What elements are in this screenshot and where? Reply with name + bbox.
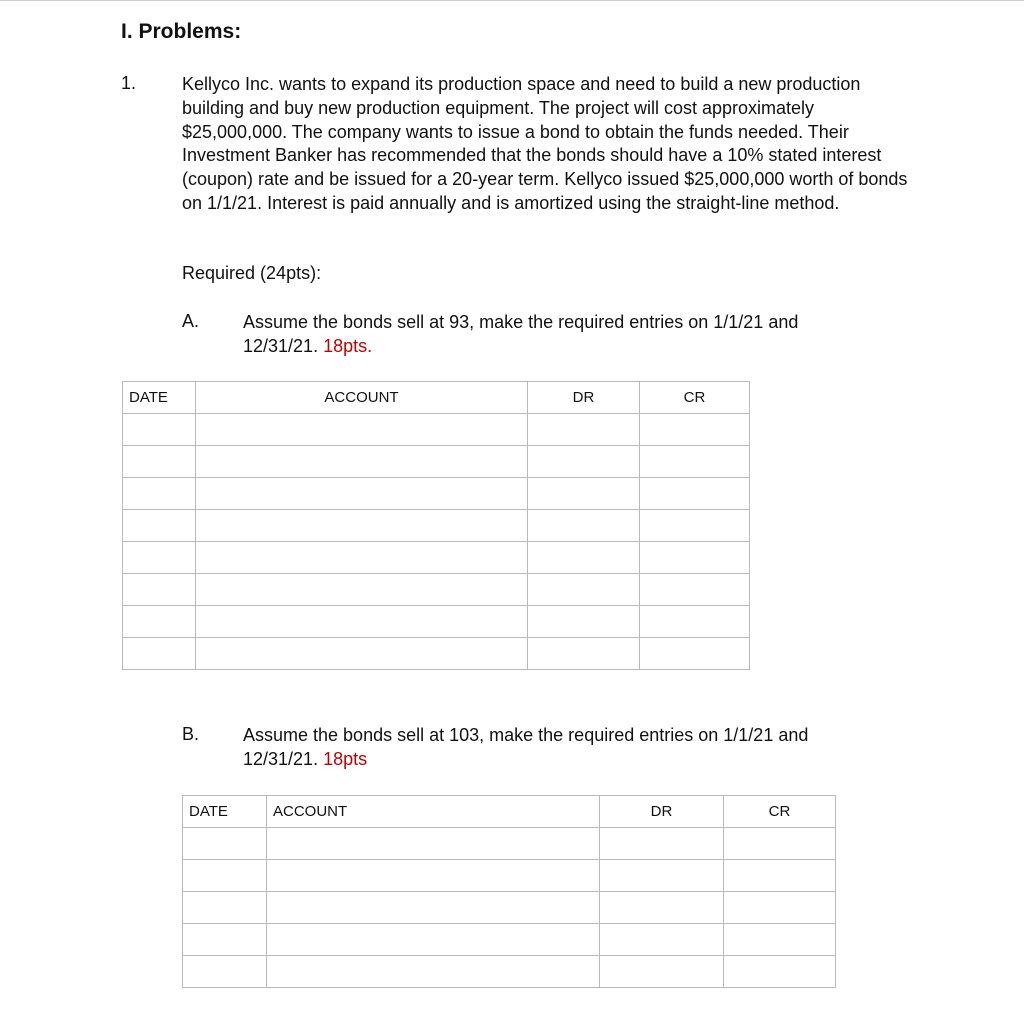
col-header-cr: CR <box>640 382 750 414</box>
part-a-points: 18pts. <box>323 335 373 356</box>
table-header-row <box>183 796 836 828</box>
dr-cell[interactable] <box>600 924 724 956</box>
part-a-text <box>243 311 843 359</box>
date-cell[interactable] <box>183 892 267 924</box>
part-a-instruction: Assume the bonds sell at 93, make the required entries on 1/1/21 and 12/31/21. <box>243 312 799 356</box>
cr-cell[interactable] <box>640 414 750 446</box>
date-cell[interactable] <box>183 956 267 988</box>
problem-number: 1. <box>121 73 137 93</box>
journal-table-b <box>182 795 836 988</box>
part-b-text <box>243 724 813 772</box>
dr-cell[interactable] <box>600 828 724 860</box>
cr-cell[interactable] <box>724 956 836 988</box>
part-b-points: 18pts <box>323 748 368 769</box>
col-header-account: ACCOUNT <box>267 796 600 828</box>
dr-cell[interactable] <box>600 860 724 892</box>
table-row <box>123 414 750 446</box>
part-b-instruction: Assume the bonds sell at 103, make the required entries on 1/1/21 and 12/31/21. <box>243 725 809 769</box>
account-cell[interactable] <box>196 574 528 606</box>
account-cell[interactable] <box>267 924 600 956</box>
table-row <box>183 956 836 988</box>
date-cell[interactable] <box>123 478 196 510</box>
account-cell[interactable] <box>196 478 528 510</box>
table-row <box>123 510 750 542</box>
table-row <box>183 828 836 860</box>
cr-cell[interactable] <box>640 510 750 542</box>
dr-cell[interactable] <box>528 478 640 510</box>
table-row <box>123 638 750 670</box>
table-row <box>183 860 836 892</box>
col-header-account: ACCOUNT <box>196 382 528 414</box>
date-cell[interactable] <box>123 638 196 670</box>
table-header-row <box>123 382 750 414</box>
cr-cell[interactable] <box>640 542 750 574</box>
account-cell[interactable] <box>267 860 600 892</box>
dr-cell[interactable] <box>528 638 640 670</box>
account-cell[interactable] <box>196 542 528 574</box>
table-row <box>183 924 836 956</box>
account-cell[interactable] <box>196 446 528 478</box>
table-row <box>123 478 750 510</box>
date-cell[interactable] <box>123 510 196 542</box>
account-cell[interactable] <box>196 414 528 446</box>
account-cell[interactable] <box>267 892 600 924</box>
date-cell[interactable] <box>183 924 267 956</box>
cr-cell[interactable] <box>640 606 750 638</box>
page-top-rule <box>0 0 1024 1</box>
cr-cell[interactable] <box>640 574 750 606</box>
part-b-letter: B. <box>182 724 200 744</box>
part-a-letter: A. <box>182 311 200 331</box>
date-cell[interactable] <box>123 446 196 478</box>
cr-cell[interactable] <box>724 892 836 924</box>
cr-cell[interactable] <box>640 638 750 670</box>
col-header-date: DATE <box>123 382 196 414</box>
col-header-dr: DR <box>600 796 724 828</box>
required-label: Required (24pts): <box>182 263 322 283</box>
account-cell[interactable] <box>196 638 528 670</box>
table-row <box>123 574 750 606</box>
account-cell[interactable] <box>196 606 528 638</box>
dr-cell[interactable] <box>528 574 640 606</box>
date-cell[interactable] <box>123 606 196 638</box>
cr-cell[interactable] <box>724 860 836 892</box>
dr-cell[interactable] <box>528 510 640 542</box>
col-header-date: DATE <box>183 796 267 828</box>
account-cell[interactable] <box>196 510 528 542</box>
dr-cell[interactable] <box>600 956 724 988</box>
col-header-cr: CR <box>724 796 836 828</box>
dr-cell[interactable] <box>528 414 640 446</box>
table-row <box>183 892 836 924</box>
journal-table-a <box>122 381 750 670</box>
cr-cell[interactable] <box>724 828 836 860</box>
col-header-dr: DR <box>528 382 640 414</box>
dr-cell[interactable] <box>528 542 640 574</box>
dr-cell[interactable] <box>528 446 640 478</box>
cr-cell[interactable] <box>640 478 750 510</box>
date-cell[interactable] <box>123 414 196 446</box>
table-row <box>123 542 750 574</box>
dr-cell[interactable] <box>600 892 724 924</box>
dr-cell[interactable] <box>528 606 640 638</box>
problem-paragraph: Kellyco Inc. wants to expand its production space and need to build a new production building and buy new production equipment. The project will cost approximately $25,000,000. The company wants to issue a bond to obtain the funds needed. Their Investment Banker has recommended that the bonds should have a 10% stated interest (coupon) rate and be issued for a 20-year term. Kellyco issued $25,000,000 worth of bonds on 1/1/21. Interest is paid annually and is amortized using the straight-line method. <box>182 74 908 213</box>
table-row <box>123 606 750 638</box>
cr-cell[interactable] <box>724 924 836 956</box>
account-cell[interactable] <box>267 828 600 860</box>
cr-cell[interactable] <box>640 446 750 478</box>
date-cell[interactable] <box>183 828 267 860</box>
table-row <box>123 446 750 478</box>
section-heading: I. Problems: <box>121 20 242 43</box>
date-cell[interactable] <box>123 574 196 606</box>
account-cell[interactable] <box>267 956 600 988</box>
date-cell[interactable] <box>123 542 196 574</box>
date-cell[interactable] <box>183 860 267 892</box>
